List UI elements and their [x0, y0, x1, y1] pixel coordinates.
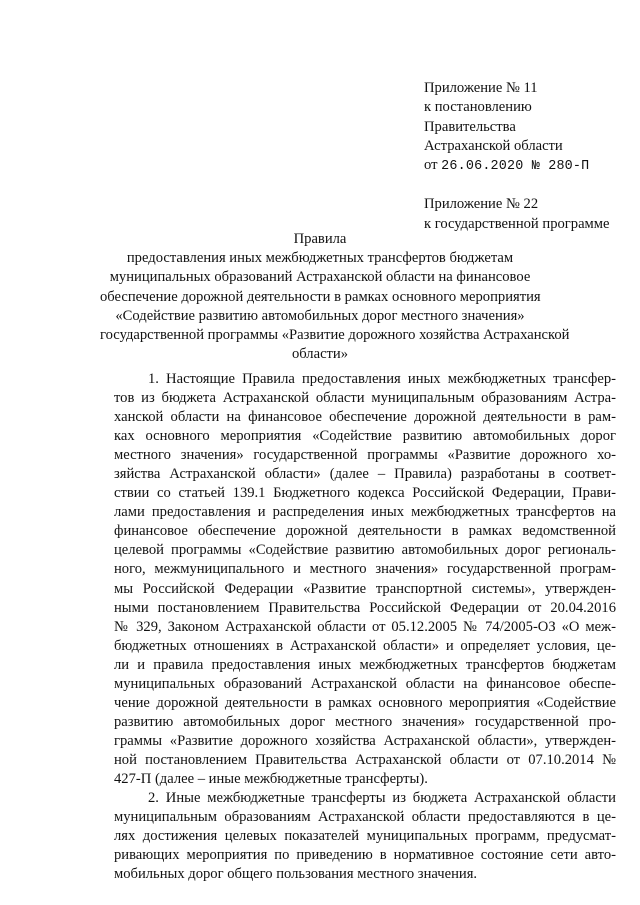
title-line: муниципальных образований Астраханской области на финансовое — [109, 269, 531, 286]
body-line: развитию автомобильных дорог местного значения» государственной про- — [114, 713, 616, 730]
body-line: ривающих мероприятия по приведению в нормативное состояние сети авто- — [114, 847, 616, 864]
body-line: ках основного мероприятия «Содействие развитию автомобильных дорог — [114, 428, 616, 445]
appendix-date-line — [424, 156, 624, 176]
title-line: обеспечение дорожной деятельности в рамках основного мероприятия — [100, 288, 541, 305]
body-line: лях достижения целевых показателей муниципальных программ, предусмат- — [114, 828, 616, 845]
body-line: ной постановлением Правительства Астраханской области от 07.10.2014 № — [114, 751, 616, 768]
body-line: зяйства Астраханской области» (далее – Правила) разработаны в соответ- — [114, 466, 616, 483]
date-prefix: от — [424, 157, 438, 174]
body-line: бюджетных отношениях в Астраханской области» и определяет условия, це- — [114, 637, 616, 654]
appendix-line: Приложение № 11 — [424, 80, 538, 96]
body-line: муниципальным образованиям Астраханской области предоставляются в це- — [114, 809, 616, 826]
title-line: «Содействие развитию автомобильных дорог местного значения» — [115, 307, 525, 324]
resolution-date-number: 26.06.2020 № 280-П — [441, 159, 590, 175]
document-body — [114, 370, 616, 884]
body-line: ными постановлением Правительства Российской Федерации от 20.04.2016 — [114, 599, 616, 616]
title-heading: Правила — [293, 231, 347, 247]
title-line: области» — [291, 346, 349, 363]
paragraph-2 — [114, 789, 616, 884]
appendix-line: Приложение № 22 — [424, 196, 539, 213]
body-line: № 329, Законом Астраханской области от 05.12.2005 № 74/2005-ОЗ «О меж- — [114, 618, 616, 635]
appendix-line: Правительства — [424, 118, 516, 135]
body-line: мобильных дорог общего пользования местного значения. — [114, 866, 478, 883]
body-line: 2. Иные межбюджетные трансферты из бюджета Астраханской области — [148, 790, 616, 807]
body-line: ствии со статьей 139.1 Бюджетного кодекса Российской Федерации, Прави- — [114, 485, 616, 502]
body-line: финансовое обеспечение дорожной деятельности в рамках ведомственной — [114, 523, 616, 540]
appendix-line: к постановлению — [424, 99, 532, 116]
body-line: лами предоставления и распределения иных межбюджетных трансфертов на — [114, 504, 616, 521]
body-line: тов из бюджета Астраханской области муниципальным образованиям Астра- — [114, 390, 616, 407]
body-line: ли и правила предоставления иных межбюджетных трансфертов бюджетам — [114, 656, 616, 673]
title-line: предоставления иных межбюджетных трансфертов бюджетам — [126, 250, 514, 267]
body-line: граммы «Развитие дорожного хозяйства Астраханской области», утвержден- — [114, 732, 616, 749]
appendix-header — [424, 79, 624, 234]
body-line: мы Российской Федерации «Развитие транспортной системы», утвержден- — [114, 580, 616, 597]
body-line: муниципальных образований Астраханской области на финансовое обеспе- — [114, 675, 616, 692]
body-line: чение дорожной деятельности в рамках основного мероприятия «Содействие — [114, 694, 616, 711]
appendix-line: к государственной программе — [424, 215, 610, 232]
body-line: целевой программы «Содействие развитию автомобильных дорог региональ- — [114, 542, 616, 559]
body-line: 1. Настоящие Правила предоставления иных межбюджетных трансфер- — [148, 371, 616, 387]
paragraph-1 — [114, 370, 616, 789]
body-line: ного, межмуниципального и местного значения» государственной програм- — [114, 561, 616, 578]
spacer — [424, 176, 624, 195]
body-line: ханской области на финансовое обеспечение дорожной деятельности в рам- — [114, 409, 616, 426]
body-line: местного значения» государственной программы «Развитие дорожного хо- — [114, 447, 616, 464]
appendix-line: Астраханской области — [424, 137, 563, 154]
body-line: 427-П (далее – иные межбюджетные трансферты). — [114, 770, 428, 787]
document-title — [100, 230, 570, 364]
title-line: государственной программы «Развитие дорожного хозяйства Астраханской — [100, 327, 570, 344]
